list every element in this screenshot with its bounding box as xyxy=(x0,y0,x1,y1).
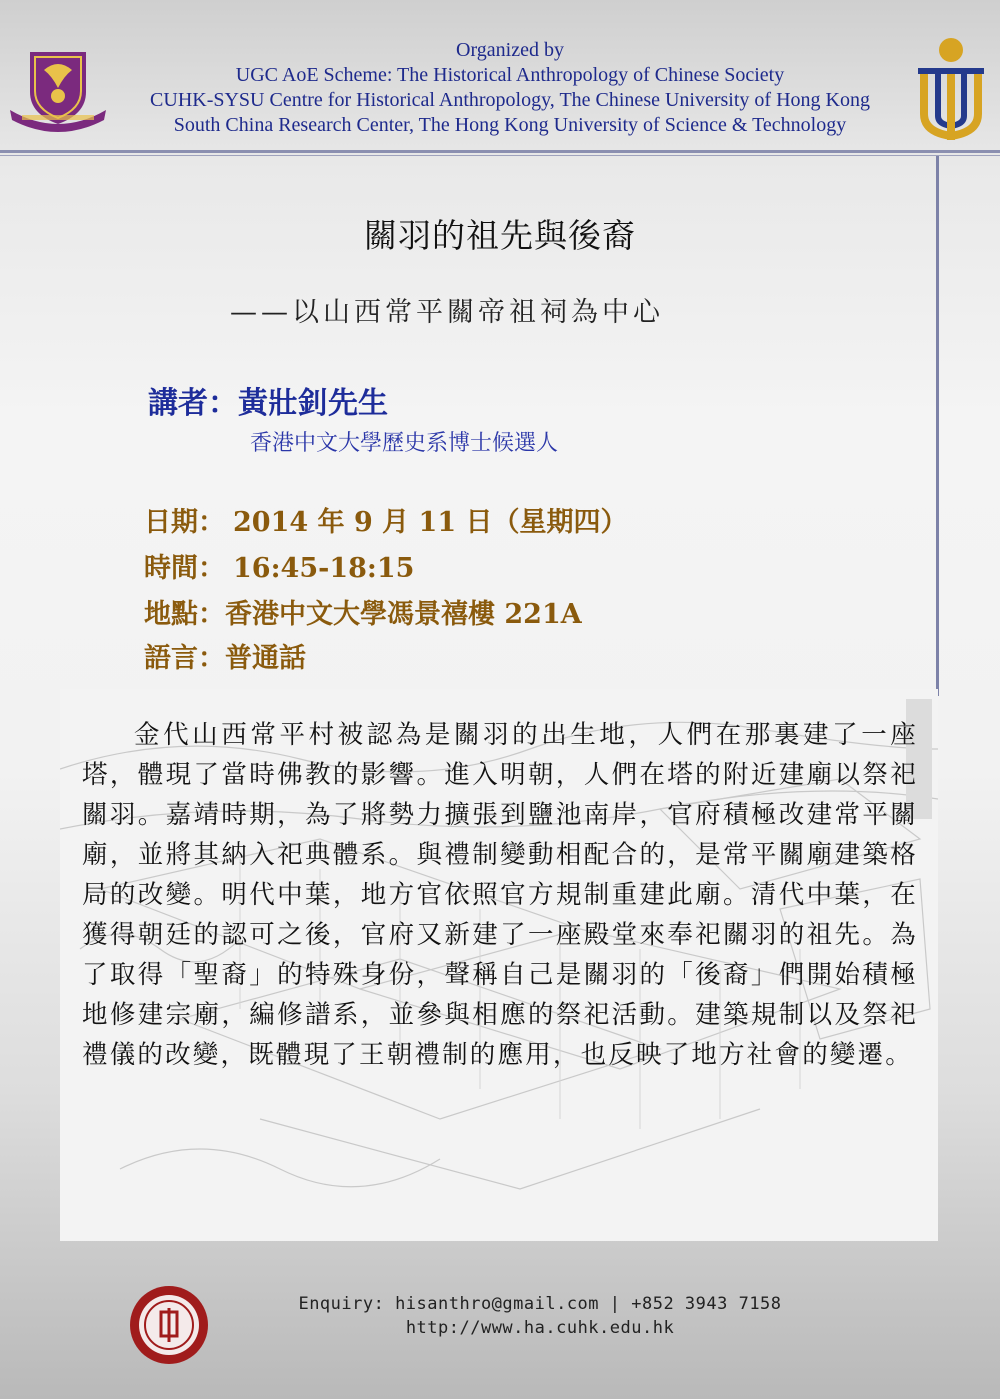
lecture-subtitle: ——以山西常平關帝祖祠為中心 xyxy=(230,297,664,328)
language-value: 普通話 xyxy=(225,643,306,674)
lecture-title: 關羽的祖先與後裔 xyxy=(364,216,636,255)
time-row xyxy=(144,546,414,585)
speaker-name: 黃壯釗先生 xyxy=(238,386,388,421)
venue-row xyxy=(144,592,582,631)
hkust-logo xyxy=(912,36,990,144)
time-value: 16:45-18:15 xyxy=(233,553,415,584)
footer-contact xyxy=(240,1292,840,1340)
date-value: 2014 年 9 月 11 日（星期四） xyxy=(233,507,628,538)
date-row xyxy=(144,500,628,539)
organizer-line-3: South China Research Center, The Hong Kong University of Science & Technology xyxy=(173,114,847,136)
venue-value: 香港中文大學馮景禧樓 221A xyxy=(225,599,582,630)
header-divider xyxy=(0,150,1000,153)
time-label: 時間： xyxy=(144,553,225,584)
language-label: 語言： xyxy=(144,643,225,674)
speaker-label: 講者： xyxy=(148,386,238,421)
organizer-line-2: CUHK-SYSU Centre for Historical Anthropology, The Chinese University of Hong Kong xyxy=(150,89,870,111)
speaker-line xyxy=(148,378,388,422)
organized-by-heading: Organized by xyxy=(456,39,564,61)
cuhk-crest-logo xyxy=(8,48,108,132)
website-link[interactable]: http://www.ha.cuhk.edu.hk xyxy=(405,1318,675,1338)
header-divider-thin xyxy=(0,155,1000,156)
abstract-panel xyxy=(60,689,938,1241)
venue-label: 地點： xyxy=(144,599,225,630)
date-label: 日期： xyxy=(144,507,225,538)
enquiry-line: Enquiry: hisanthro@gmail.com | +852 3943 7158 xyxy=(298,1294,782,1314)
abstract-text: 金代山西常平村被認為是關羽的出生地，人們在那裏建了一座塔，體現了當時佛教的影響。進入明朝，人們在塔的附近建廟以祭祀關羽。嘉靖時期，為了將勢力擴張到鹽池南岸，官府積極改建常平關廟，並將其納入祀典體系。與禮制變動相配合的，是常平關廟建築格局的改變。明代中葉，地方官依照官方規制重建此廟。清代中葉，在獲得朝廷的認可之後，官府又新建了一座殿堂來奉祀關羽的祖先。為了取得「聖裔」的特殊身份，聲稱自己是關羽的「後裔」們開始積極地修建宗廟，編修譜系，並參與相應的祭祀活動。建築規制以及祭祀禮儀的改變，既體現了王朝禮制的應用，也反映了地方社會的變遷。 xyxy=(82,720,918,1070)
speaker-affiliation: 香港中文大學歷史系博士候選人 xyxy=(250,431,559,456)
historical-anthropology-seal-logo xyxy=(128,1284,210,1366)
organizers-block xyxy=(110,38,910,138)
language-row xyxy=(144,636,306,675)
organizer-line-1: UGC AoE Scheme: The Historical Anthropology of Chinese Society xyxy=(235,64,785,86)
